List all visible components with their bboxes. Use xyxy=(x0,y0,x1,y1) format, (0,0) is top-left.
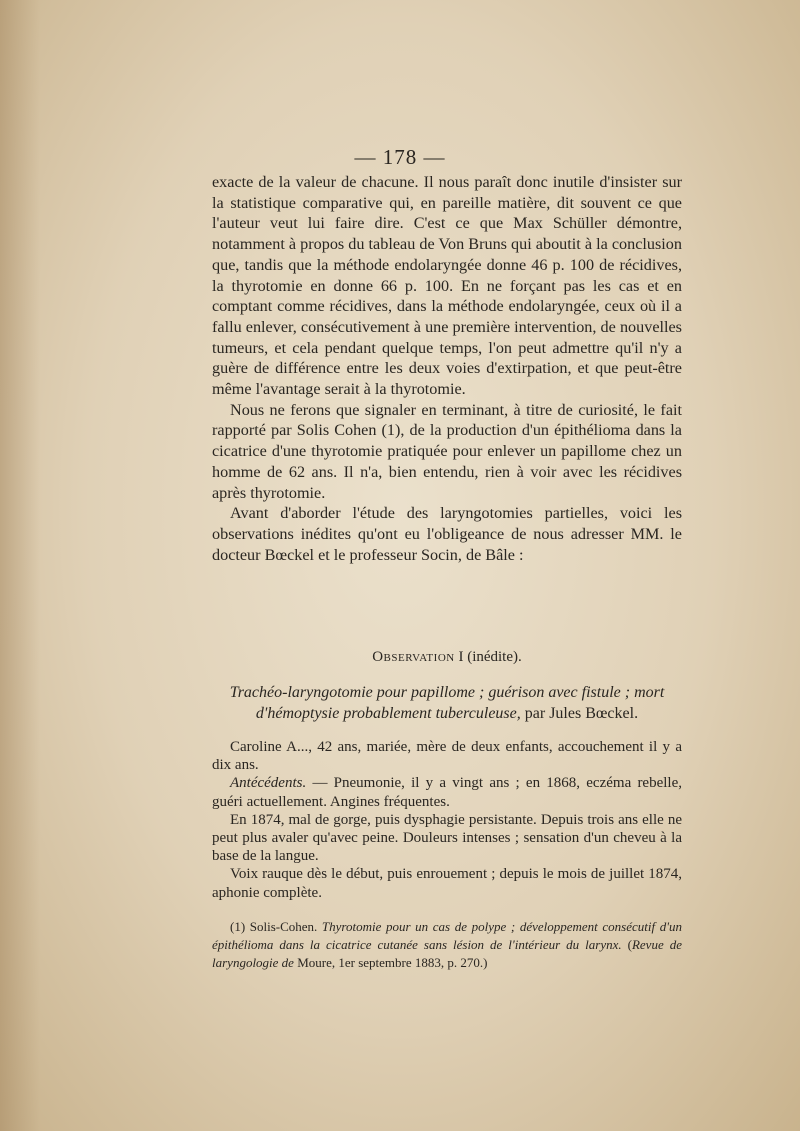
antecedents-label: Antécédents. xyxy=(230,775,307,792)
footnote xyxy=(212,918,682,972)
observation-subtitle-italic: Trachéo-laryngotomie pour papillome ; guérison avec fistule ; mort d'hémoptysie probablement tuberculeuse, xyxy=(229,684,665,722)
observation-voice: Voix rauque dès le début, puis enrouement ; depuis le mois de juillet 1874, aphonie complète. xyxy=(212,866,682,901)
paragraph-continuation: exacte de la valeur de chacune. Il nous paraît donc inutile d'insister sur la statistique comparative qui, en pareille matière, dit souvent ce que l'auteur veut lui faire dire. C'est ce que Max Schüller démontre, notamment à propos du tableau de Von Bruns qui aboutit à la conclusion que, tandis que la méthode endolaryngée donne 46 p. 100 de récidives, la thyrotomie en donne 66 p. 100. En ne forçant pas les cas et en comptant comme récidives, dans la méthode endolaryngée, ceux où il a fallu enlever, consécutivement à une première intervention, de nouvelles tumeurs, et cela pendant quelque temps, l'on peut admettre qu'il n'y a guère de différence entre les deux voies d'extirpation, et que peut-être même l'avantage serait à la thyrotomie. xyxy=(212,173,682,399)
paragraph-solis-cohen: Nous ne ferons que signaler en terminant, à titre de curiosité, le fait rapporté par Solis Cohen (1), de la production d'un épithélioma dans la cicatrice d'une thyrotomie pratiquée pour enlever un papillome chez un homme de 62 ans. Il n'a, bien entendu, rien à voir avec les récidives après thyrotomie. xyxy=(212,400,682,502)
observation-subtitle xyxy=(212,683,682,724)
footnote-open: ( xyxy=(621,937,632,952)
footnote-journal: Revue de laryngologie de xyxy=(212,937,682,970)
observation-antecedents xyxy=(212,774,682,810)
footnote-text xyxy=(212,918,682,972)
observation-heading-label: Observation xyxy=(372,649,455,665)
observation-heading xyxy=(212,649,682,666)
footnote-lead: (1) Solis-Cohen. xyxy=(230,919,322,934)
observation-subtitle-author: par Jules Bœckel. xyxy=(520,704,639,722)
observation-body xyxy=(212,738,682,902)
paragraph-observations-intro: Avant d'aborder l'étude des laryngotomies partielles, voici les observations inédites qu'ont eu l'obligeance de nous adresser MM. le docteur Bœckel et le professeur Socin, de Bâle : xyxy=(212,504,682,564)
antecedents-text: — Pneumonie, il y a vingt ans ; en 1868, eczéma rebelle, guéri actuellement. Angines fréquentes. xyxy=(212,775,682,810)
page-number: — 178 — xyxy=(354,145,446,169)
observation-heading-number: I (inédite). xyxy=(454,649,522,665)
observation-patient: Caroline A..., 42 ans, mariée, mère de deux enfants, accouchement il y a dix ans. xyxy=(212,739,682,774)
observation-history: En 1874, mal de gorge, puis dysphagie persistante. Depuis trois ans elle ne peut plus avaler qu'avec peine. Douleurs intenses ; sensation d'un cheveu à la base de la langue. xyxy=(212,811,682,865)
footnote-citation: Moure, 1er septembre 1883, p. 270.) xyxy=(293,955,488,970)
main-text xyxy=(212,172,682,565)
footnote-title: Thyrotomie pour un cas de polype ; développement consécutif d'un épithélioma dans la cicatrice cutanée sans lésion de l'intérieur du larynx. xyxy=(212,919,682,952)
